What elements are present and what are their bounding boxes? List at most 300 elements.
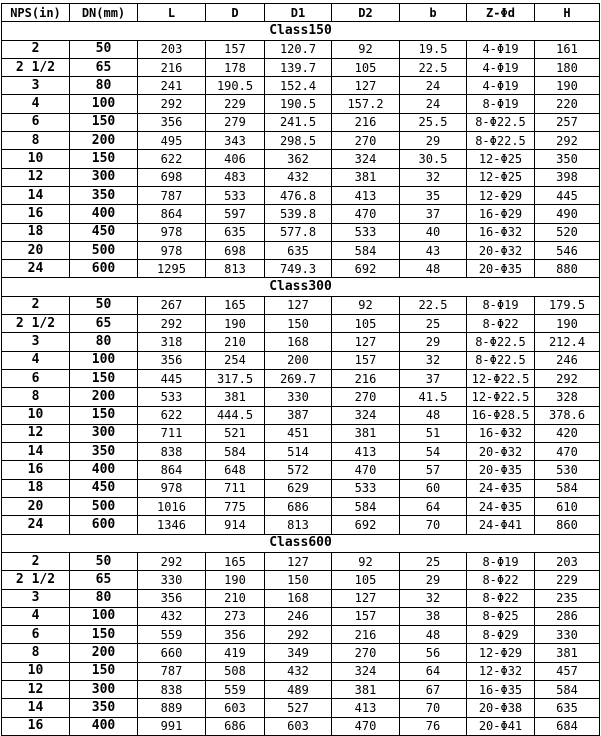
cell-l: 622 xyxy=(138,150,206,168)
cell-b: 22.5 xyxy=(400,58,467,76)
cell-b: 35 xyxy=(400,186,467,204)
cell-nps: 20 xyxy=(2,498,70,516)
cell-d1: 572 xyxy=(265,461,332,479)
cell-l: 356 xyxy=(138,113,206,131)
table-row xyxy=(2,186,600,204)
cell-d2: 470 xyxy=(332,461,400,479)
cell-d1: 451 xyxy=(265,424,332,442)
cell-d: 343 xyxy=(206,132,265,150)
cell-d2: 324 xyxy=(332,662,400,680)
cell-d2: 216 xyxy=(332,369,400,387)
cell-l: 318 xyxy=(138,333,206,351)
table-row xyxy=(2,223,600,241)
cell-nps: 2 xyxy=(2,296,70,314)
cell-dn: 200 xyxy=(70,388,138,406)
cell-l: 241 xyxy=(138,77,206,95)
cell-l: 495 xyxy=(138,132,206,150)
cell-l: 978 xyxy=(138,479,206,497)
cell-d1: 120.7 xyxy=(265,40,332,58)
cell-dn: 150 xyxy=(70,369,138,387)
table-row xyxy=(2,315,600,333)
cell-d2: 127 xyxy=(332,589,400,607)
cell-b: 32 xyxy=(400,589,467,607)
cell-l: 267 xyxy=(138,296,206,314)
cell-h: 180 xyxy=(535,58,600,76)
header-nps: NPS(in) xyxy=(2,4,70,22)
cell-nps: 12 xyxy=(2,424,70,442)
cell-nps: 4 xyxy=(2,351,70,369)
cell-b: 60 xyxy=(400,479,467,497)
cell-d2: 157 xyxy=(332,351,400,369)
header-d1: D1 xyxy=(265,4,332,22)
cell-b: 38 xyxy=(400,607,467,625)
cell-h: 546 xyxy=(535,241,600,259)
cell-bolt-holes: 12-Φ22.5 xyxy=(467,369,535,387)
cell-d: 190 xyxy=(206,315,265,333)
cell-bolt-holes: 20-Φ32 xyxy=(467,443,535,461)
table-row xyxy=(2,260,600,278)
cell-b: 22.5 xyxy=(400,296,467,314)
table-row xyxy=(2,351,600,369)
cell-h: 190 xyxy=(535,315,600,333)
cell-h: 457 xyxy=(535,662,600,680)
cell-nps: 12 xyxy=(2,680,70,698)
cell-bolt-holes: 4-Φ19 xyxy=(467,77,535,95)
cell-d1: 387 xyxy=(265,406,332,424)
cell-h: 530 xyxy=(535,461,600,479)
cell-b: 48 xyxy=(400,406,467,424)
cell-dn: 100 xyxy=(70,95,138,113)
cell-l: 864 xyxy=(138,205,206,223)
cell-d1: 241.5 xyxy=(265,113,332,131)
cell-bolt-holes: 8-Φ25 xyxy=(467,607,535,625)
cell-dn: 300 xyxy=(70,168,138,186)
cell-dn: 150 xyxy=(70,406,138,424)
cell-bolt-holes: 8-Φ22.5 xyxy=(467,351,535,369)
cell-bolt-holes: 8-Φ19 xyxy=(467,95,535,113)
cell-b: 29 xyxy=(400,333,467,351)
cell-d1: 527 xyxy=(265,699,332,717)
cell-d: 317.5 xyxy=(206,369,265,387)
cell-h: 490 xyxy=(535,205,600,223)
cell-d: 711 xyxy=(206,479,265,497)
cell-d1: 362 xyxy=(265,150,332,168)
cell-b: 30.5 xyxy=(400,150,467,168)
cell-nps: 10 xyxy=(2,150,70,168)
cell-d2: 92 xyxy=(332,40,400,58)
cell-dn: 80 xyxy=(70,333,138,351)
cell-dn: 350 xyxy=(70,443,138,461)
cell-l: 445 xyxy=(138,369,206,387)
cell-b: 32 xyxy=(400,351,467,369)
cell-h: 584 xyxy=(535,479,600,497)
cell-l: 1016 xyxy=(138,498,206,516)
cell-l: 698 xyxy=(138,168,206,186)
cell-bolt-holes: 8-Φ29 xyxy=(467,626,535,644)
header-h: H xyxy=(535,4,600,22)
cell-d2: 413 xyxy=(332,443,400,461)
cell-nps: 12 xyxy=(2,168,70,186)
cell-d: 279 xyxy=(206,113,265,131)
cell-b: 25.5 xyxy=(400,113,467,131)
cell-d1: 489 xyxy=(265,680,332,698)
table-row xyxy=(2,77,600,95)
class-section-title: Class300 xyxy=(2,278,600,296)
cell-dn: 50 xyxy=(70,40,138,58)
cell-bolt-holes: 24-Φ41 xyxy=(467,516,535,534)
cell-h: 229 xyxy=(535,571,600,589)
cell-bolt-holes: 16-Φ32 xyxy=(467,223,535,241)
table-row xyxy=(2,424,600,442)
cell-l: 864 xyxy=(138,461,206,479)
cell-bolt-holes: 8-Φ22.5 xyxy=(467,113,535,131)
cell-d2: 533 xyxy=(332,223,400,241)
cell-d2: 381 xyxy=(332,424,400,442)
cell-l: 356 xyxy=(138,351,206,369)
cell-b: 70 xyxy=(400,516,467,534)
cell-d: 229 xyxy=(206,95,265,113)
cell-d2: 533 xyxy=(332,479,400,497)
cell-nps: 10 xyxy=(2,662,70,680)
cell-d2: 105 xyxy=(332,571,400,589)
cell-l: 991 xyxy=(138,717,206,735)
cell-dn: 600 xyxy=(70,516,138,534)
cell-d1: 127 xyxy=(265,552,332,570)
cell-d: 559 xyxy=(206,680,265,698)
cell-d2: 270 xyxy=(332,644,400,662)
cell-d: 419 xyxy=(206,644,265,662)
cell-b: 24 xyxy=(400,95,467,113)
cell-b: 25 xyxy=(400,315,467,333)
cell-l: 660 xyxy=(138,644,206,662)
cell-d2: 270 xyxy=(332,132,400,150)
cell-d2: 324 xyxy=(332,406,400,424)
cell-nps: 18 xyxy=(2,223,70,241)
cell-d2: 584 xyxy=(332,498,400,516)
cell-dn: 400 xyxy=(70,717,138,735)
cell-h: 880 xyxy=(535,260,600,278)
cell-d1: 686 xyxy=(265,498,332,516)
cell-b: 24 xyxy=(400,77,467,95)
cell-bolt-holes: 8-Φ22.5 xyxy=(467,132,535,150)
cell-b: 64 xyxy=(400,498,467,516)
cell-l: 889 xyxy=(138,699,206,717)
cell-b: 51 xyxy=(400,424,467,442)
cell-d2: 127 xyxy=(332,333,400,351)
cell-nps: 16 xyxy=(2,717,70,735)
cell-d: 686 xyxy=(206,717,265,735)
cell-bolt-holes: 8-Φ22 xyxy=(467,589,535,607)
cell-h: 350 xyxy=(535,150,600,168)
cell-h: 520 xyxy=(535,223,600,241)
cell-d: 406 xyxy=(206,150,265,168)
cell-d2: 381 xyxy=(332,168,400,186)
cell-nps: 8 xyxy=(2,132,70,150)
cell-b: 37 xyxy=(400,369,467,387)
cell-dn: 600 xyxy=(70,260,138,278)
cell-l: 1295 xyxy=(138,260,206,278)
cell-d: 483 xyxy=(206,168,265,186)
cell-bolt-holes: 24-Φ35 xyxy=(467,479,535,497)
cell-d: 190 xyxy=(206,571,265,589)
cell-dn: 80 xyxy=(70,77,138,95)
cell-b: 43 xyxy=(400,241,467,259)
cell-dn: 150 xyxy=(70,150,138,168)
cell-h: 860 xyxy=(535,516,600,534)
cell-bolt-holes: 12-Φ32 xyxy=(467,662,535,680)
cell-d: 775 xyxy=(206,498,265,516)
cell-d1: 139.7 xyxy=(265,58,332,76)
cell-nps: 3 xyxy=(2,77,70,95)
cell-d2: 692 xyxy=(332,516,400,534)
cell-h: 203 xyxy=(535,552,600,570)
cell-h: 381 xyxy=(535,644,600,662)
table-row xyxy=(2,443,600,461)
header-d: D xyxy=(206,4,265,22)
cell-l: 1346 xyxy=(138,516,206,534)
table-row xyxy=(2,296,600,314)
table-row xyxy=(2,150,600,168)
cell-d2: 216 xyxy=(332,113,400,131)
table-row xyxy=(2,717,600,735)
class-section-row xyxy=(2,278,600,296)
cell-bolt-holes: 12-Φ29 xyxy=(467,186,535,204)
cell-dn: 300 xyxy=(70,680,138,698)
cell-h: 292 xyxy=(535,369,600,387)
cell-d: 356 xyxy=(206,626,265,644)
cell-d: 533 xyxy=(206,186,265,204)
cell-bolt-holes: 24-Φ35 xyxy=(467,498,535,516)
cell-d1: 127 xyxy=(265,296,332,314)
cell-nps: 18 xyxy=(2,479,70,497)
cell-d1: 577.8 xyxy=(265,223,332,241)
class-section-row xyxy=(2,534,600,552)
cell-nps: 2 1/2 xyxy=(2,315,70,333)
cell-b: 48 xyxy=(400,260,467,278)
cell-d2: 584 xyxy=(332,241,400,259)
class-section-row xyxy=(2,22,600,40)
header-d2: D2 xyxy=(332,4,400,22)
cell-bolt-holes: 8-Φ22 xyxy=(467,571,535,589)
cell-d1: 813 xyxy=(265,516,332,534)
table-row xyxy=(2,333,600,351)
cell-d: 178 xyxy=(206,58,265,76)
cell-d1: 190.5 xyxy=(265,95,332,113)
cell-nps: 8 xyxy=(2,644,70,662)
cell-b: 19.5 xyxy=(400,40,467,58)
cell-l: 978 xyxy=(138,241,206,259)
cell-nps: 4 xyxy=(2,607,70,625)
cell-bolt-holes: 12-Φ25 xyxy=(467,150,535,168)
cell-h: 328 xyxy=(535,388,600,406)
cell-dn: 65 xyxy=(70,315,138,333)
cell-dn: 80 xyxy=(70,589,138,607)
cell-b: 29 xyxy=(400,132,467,150)
cell-nps: 6 xyxy=(2,113,70,131)
cell-b: 57 xyxy=(400,461,467,479)
cell-d1: 635 xyxy=(265,241,332,259)
cell-dn: 450 xyxy=(70,479,138,497)
table-body xyxy=(2,22,600,736)
cell-d2: 470 xyxy=(332,717,400,735)
table-row xyxy=(2,680,600,698)
cell-dn: 350 xyxy=(70,699,138,717)
cell-d2: 92 xyxy=(332,296,400,314)
cell-dn: 450 xyxy=(70,223,138,241)
cell-d2: 324 xyxy=(332,150,400,168)
table-row xyxy=(2,498,600,516)
cell-l: 787 xyxy=(138,662,206,680)
cell-d: 165 xyxy=(206,552,265,570)
cell-b: 37 xyxy=(400,205,467,223)
cell-d1: 514 xyxy=(265,443,332,461)
table-row xyxy=(2,113,600,131)
cell-bolt-holes: 20-Φ38 xyxy=(467,699,535,717)
cell-dn: 150 xyxy=(70,626,138,644)
cell-dn: 65 xyxy=(70,571,138,589)
cell-nps: 14 xyxy=(2,186,70,204)
cell-d1: 749.3 xyxy=(265,260,332,278)
flange-dimension-table xyxy=(1,3,600,736)
cell-l: 356 xyxy=(138,589,206,607)
cell-l: 203 xyxy=(138,40,206,58)
cell-b: 25 xyxy=(400,552,467,570)
table-row xyxy=(2,571,600,589)
table-row xyxy=(2,607,600,625)
cell-d2: 413 xyxy=(332,699,400,717)
cell-d: 190.5 xyxy=(206,77,265,95)
cell-d: 698 xyxy=(206,241,265,259)
cell-dn: 500 xyxy=(70,498,138,516)
cell-b: 64 xyxy=(400,662,467,680)
cell-dn: 50 xyxy=(70,552,138,570)
cell-l: 292 xyxy=(138,315,206,333)
table-row xyxy=(2,461,600,479)
cell-d: 273 xyxy=(206,607,265,625)
cell-dn: 50 xyxy=(70,296,138,314)
cell-d: 254 xyxy=(206,351,265,369)
cell-d2: 105 xyxy=(332,315,400,333)
class-section-title: Class150 xyxy=(2,22,600,40)
cell-d: 813 xyxy=(206,260,265,278)
cell-b: 41.5 xyxy=(400,388,467,406)
cell-b: 48 xyxy=(400,626,467,644)
cell-nps: 6 xyxy=(2,626,70,644)
table-row xyxy=(2,626,600,644)
cell-d1: 152.4 xyxy=(265,77,332,95)
cell-bolt-holes: 8-Φ19 xyxy=(467,296,535,314)
table-row xyxy=(2,369,600,387)
cell-dn: 150 xyxy=(70,662,138,680)
header-b: b xyxy=(400,4,467,22)
cell-l: 559 xyxy=(138,626,206,644)
cell-bolt-holes: 16-Φ28.5 xyxy=(467,406,535,424)
cell-dn: 100 xyxy=(70,607,138,625)
cell-bolt-holes: 12-Φ22.5 xyxy=(467,388,535,406)
cell-bolt-holes: 16-Φ29 xyxy=(467,205,535,223)
table-row xyxy=(2,662,600,680)
table-row xyxy=(2,388,600,406)
table-row xyxy=(2,241,600,259)
cell-d1: 476.8 xyxy=(265,186,332,204)
cell-bolt-holes: 16-Φ35 xyxy=(467,680,535,698)
table-row xyxy=(2,95,600,113)
header-l: L xyxy=(138,4,206,22)
cell-h: 445 xyxy=(535,186,600,204)
cell-nps: 2 1/2 xyxy=(2,571,70,589)
cell-d2: 216 xyxy=(332,626,400,644)
class-section-title: Class600 xyxy=(2,534,600,552)
cell-nps: 2 xyxy=(2,552,70,570)
cell-h: 235 xyxy=(535,589,600,607)
cell-d1: 150 xyxy=(265,315,332,333)
cell-h: 286 xyxy=(535,607,600,625)
cell-nps: 2 1/2 xyxy=(2,58,70,76)
cell-d1: 539.8 xyxy=(265,205,332,223)
cell-b: 40 xyxy=(400,223,467,241)
cell-nps: 20 xyxy=(2,241,70,259)
cell-h: 470 xyxy=(535,443,600,461)
cell-b: 56 xyxy=(400,644,467,662)
cell-nps: 3 xyxy=(2,589,70,607)
cell-dn: 200 xyxy=(70,644,138,662)
cell-b: 54 xyxy=(400,443,467,461)
cell-l: 292 xyxy=(138,552,206,570)
cell-h: 246 xyxy=(535,351,600,369)
cell-h: 292 xyxy=(535,132,600,150)
cell-nps: 6 xyxy=(2,369,70,387)
cell-d: 521 xyxy=(206,424,265,442)
cell-h: 190 xyxy=(535,77,600,95)
cell-d1: 330 xyxy=(265,388,332,406)
cell-nps: 8 xyxy=(2,388,70,406)
cell-d: 648 xyxy=(206,461,265,479)
cell-dn: 200 xyxy=(70,132,138,150)
table-row xyxy=(2,699,600,717)
cell-h: 610 xyxy=(535,498,600,516)
header-dn: DN(mm) xyxy=(70,4,138,22)
cell-dn: 300 xyxy=(70,424,138,442)
cell-l: 292 xyxy=(138,95,206,113)
cell-bolt-holes: 12-Φ29 xyxy=(467,644,535,662)
cell-h: 220 xyxy=(535,95,600,113)
cell-bolt-holes: 20-Φ41 xyxy=(467,717,535,735)
cell-d1: 168 xyxy=(265,589,332,607)
cell-h: 212.4 xyxy=(535,333,600,351)
cell-l: 838 xyxy=(138,680,206,698)
cell-bolt-holes: 20-Φ35 xyxy=(467,461,535,479)
cell-d: 381 xyxy=(206,388,265,406)
table-row xyxy=(2,58,600,76)
cell-l: 838 xyxy=(138,443,206,461)
cell-d: 597 xyxy=(206,205,265,223)
table-row xyxy=(2,589,600,607)
cell-d2: 92 xyxy=(332,552,400,570)
cell-bolt-holes: 4-Φ19 xyxy=(467,58,535,76)
cell-h: 179.5 xyxy=(535,296,600,314)
cell-d: 914 xyxy=(206,516,265,534)
cell-h: 378.6 xyxy=(535,406,600,424)
cell-d1: 200 xyxy=(265,351,332,369)
cell-d: 165 xyxy=(206,296,265,314)
cell-dn: 400 xyxy=(70,205,138,223)
cell-d2: 127 xyxy=(332,77,400,95)
cell-b: 76 xyxy=(400,717,467,735)
cell-d: 584 xyxy=(206,443,265,461)
cell-d: 603 xyxy=(206,699,265,717)
cell-d: 444.5 xyxy=(206,406,265,424)
cell-d: 157 xyxy=(206,40,265,58)
